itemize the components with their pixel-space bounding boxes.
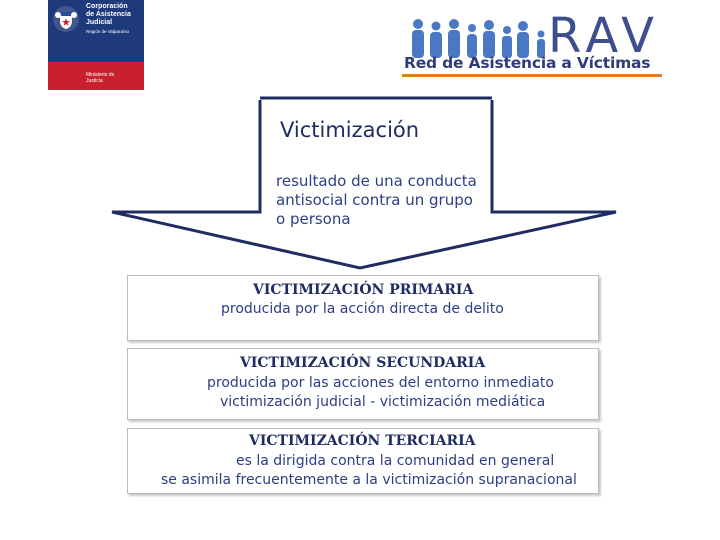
box-description: se asimila frecuentemente a la victimización supranacional (161, 472, 577, 488)
box-description: victimización judicial - victimización mediática (220, 394, 546, 410)
secondary-victimization-box (127, 348, 599, 420)
box-title: VICTIMIZACIÓN SECUNDARIA (240, 355, 486, 371)
rav-wordmark: RAV (548, 8, 661, 64)
box-description: producida por las acciones del entorno inmediato (207, 375, 554, 391)
institution-ministry: Ministerio de Justicia (86, 72, 115, 84)
box-description: es la dirigida contra la comunidad en general (236, 453, 555, 469)
box-description: producida por la acción directa de delito (221, 301, 504, 317)
primary-victimization-box (127, 275, 599, 341)
box-title: VICTIMIZACIÓN TERCIARIA (249, 433, 476, 449)
arrow-description: resultado de una conducta antisocial contra un grupo o persona (276, 172, 477, 228)
box-title: VICTIMIZACIÓN PRIMARIA (253, 282, 474, 298)
rav-tagline: Red de Asistencia a Víctimas (404, 54, 651, 72)
institution-region: Región de Valparaíso (86, 29, 129, 34)
arrow-title: Victimización (280, 118, 420, 142)
institution-name: Corporación de Asistencia Judicial (86, 3, 131, 26)
tertiary-victimization-box (127, 428, 599, 494)
